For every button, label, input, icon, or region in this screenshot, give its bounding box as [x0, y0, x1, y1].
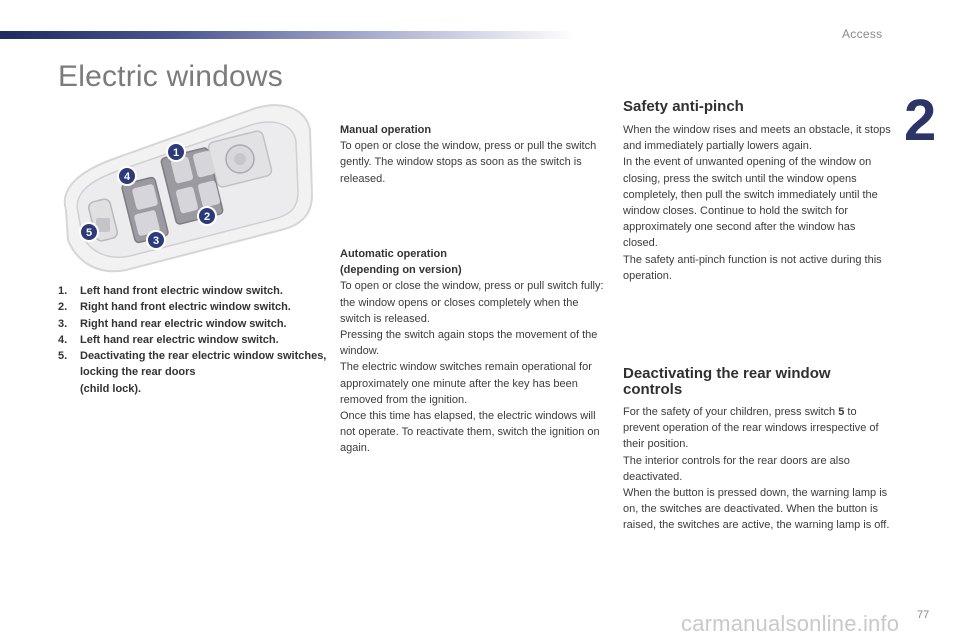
- legend-number: 2.: [58, 301, 68, 314]
- legend-number: 3.: [58, 317, 68, 330]
- callout-1: [167, 143, 185, 161]
- manual-heading: Manual operation: [340, 124, 432, 136]
- page-title: Electric windows: [58, 60, 283, 93]
- automatic-paragraph: Pressing the switch again stops the movement of the window.: [340, 329, 598, 358]
- callout-5-label: 5: [85, 227, 93, 239]
- legend-item: [58, 348, 328, 397]
- switch-number: 5: [838, 406, 845, 418]
- safety-paragraph: When the window rises and meets an obstacle, it stops and immediately partially lowers again.: [623, 124, 891, 153]
- callout-2: [198, 207, 216, 225]
- deactivate-text: to prevent operation of the rear windows irrespective of their position.: [623, 406, 879, 451]
- manual-body: To open or close the window, press or pull the switch gently. The window stops as soon as the switch is released.: [340, 140, 597, 185]
- chapter-number: 2: [904, 88, 937, 153]
- legend-text-extra: locking the rear doors: [80, 366, 196, 379]
- deactivate-paragraph: When the button is pressed down, the warning lamp is on, the switches are deactivated. When the button is raised, the switches are active, the warning lamp is off.: [623, 487, 890, 532]
- safety-paragraph: The safety anti-pinch function is not active during this operation.: [623, 253, 882, 282]
- automatic-operation-block: [340, 246, 605, 457]
- automatic-heading-version: (depending on version): [340, 264, 462, 277]
- callout-4: [118, 167, 136, 185]
- legend-text: Right hand rear electric window switch.: [80, 317, 287, 330]
- legend-text: Left hand rear electric window switch.: [80, 333, 279, 346]
- automatic-paragraph: The electric window switches remain operational for approximately one minute after the key has been removed from the ignition.: [340, 361, 592, 406]
- callout-2-label: 2: [203, 211, 211, 223]
- section-label: Access: [842, 27, 883, 41]
- deactivate-text: For the safety of your children, press switch: [623, 406, 839, 418]
- legend-item: [58, 316, 328, 332]
- legend-number: 1.: [58, 285, 68, 297]
- deactivate-paragraph: [623, 404, 893, 453]
- safety-heading: Safety anti-pinch: [623, 98, 744, 115]
- callout-3-label: 3: [152, 235, 160, 247]
- safety-block: [623, 122, 893, 284]
- automatic-paragraph: Once this time has elapsed, the electric windows will not operate. To reactivate them, switch the ignition on again.: [340, 410, 600, 455]
- manual-operation-block: [340, 122, 605, 187]
- watermark: carmanualsonline.info: [681, 611, 900, 636]
- safety-paragraph: In the event of unwanted opening of the window on closing, press the switch until the window opens completely, then pull the switch immediately until the window closes. Continue to hold the switch for approximately one second after the window has closed.: [623, 156, 878, 250]
- deactivate-heading: Deactivating the rear window controls: [623, 365, 831, 398]
- switch-legend: [58, 283, 328, 397]
- legend-number: 4.: [58, 333, 68, 346]
- callout-5: [80, 223, 98, 241]
- legend-text: Left hand front electric window switch.: [80, 285, 283, 297]
- legend-text-extra: (child lock).: [80, 382, 142, 395]
- callout-1-label: 1: [172, 147, 180, 159]
- legend-item: [58, 332, 328, 348]
- legend-item: [58, 299, 328, 315]
- legend-text: Deactivating the rear electric window switches,: [80, 350, 327, 363]
- automatic-heading: Automatic operation: [340, 248, 447, 260]
- page-number: 77: [917, 609, 930, 621]
- header-gradient-bar: [0, 31, 575, 39]
- deactivate-paragraph: The interior controls for the rear doors are also deactivated.: [623, 454, 850, 483]
- legend-text: Right hand front electric window switch.: [80, 301, 291, 314]
- window-switch-diagram: [56, 100, 316, 275]
- legend-number: 5.: [58, 350, 68, 363]
- callout-3: [147, 231, 165, 249]
- deactivate-block: [623, 404, 893, 534]
- legend-item: [58, 283, 328, 299]
- callout-4-label: 4: [123, 171, 131, 183]
- automatic-paragraph: To open or close the window, press or pull switch fully: the window opens or closes completely when the switch is released.: [340, 280, 604, 325]
